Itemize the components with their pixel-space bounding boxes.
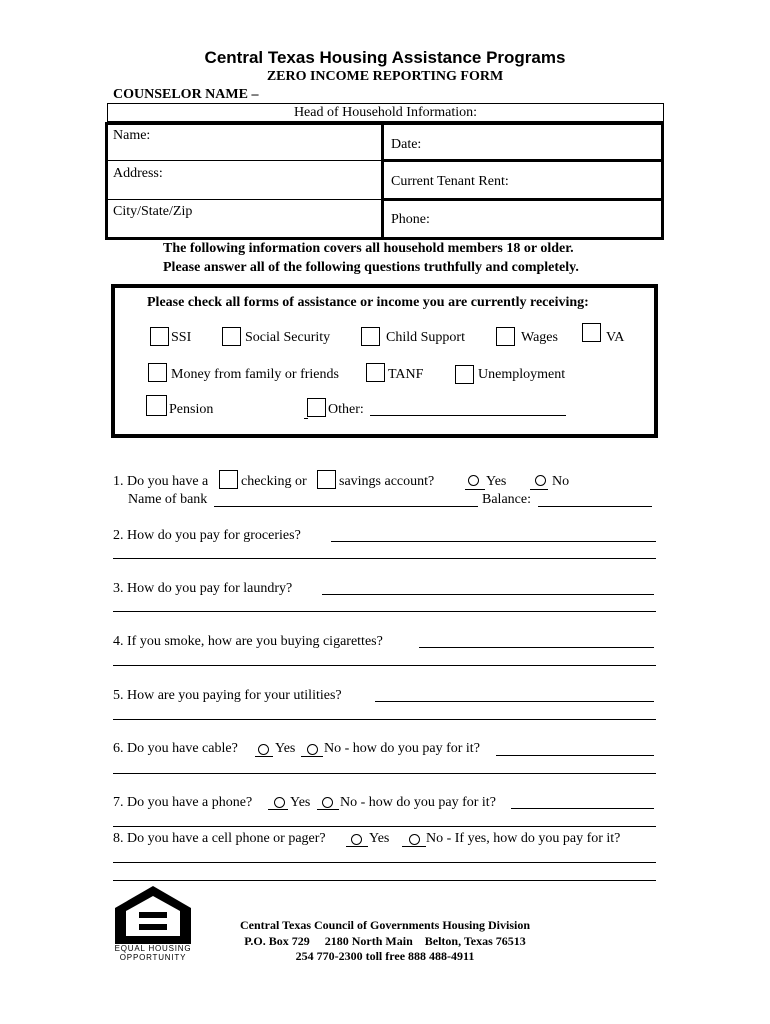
q8-no-underline	[402, 846, 426, 847]
q6-no-label: No - how do you pay for it?	[324, 741, 480, 756]
q7-no-underline	[317, 809, 339, 810]
q1-no-radio[interactable]	[535, 475, 546, 486]
balance-label: Balance:	[482, 492, 531, 507]
footer-phone: 254 770-2300 toll free 888 488-4911	[295, 949, 475, 963]
q8-input-line-2[interactable]	[113, 880, 656, 881]
checkbox-money-family[interactable]	[148, 363, 167, 382]
q8-no-label: No - If yes, how do you pay for it?	[426, 831, 621, 846]
q7-yes-underline	[268, 809, 288, 810]
q7-yes-label: Yes	[290, 795, 311, 810]
checkbox-child-support[interactable]	[361, 327, 380, 346]
q1-text: 1. Do you have a	[113, 474, 209, 489]
q1-yes-label: Yes	[486, 474, 507, 489]
q1-yes-underline	[465, 489, 485, 490]
form-subtitle: ZERO INCOME REPORTING FORM	[266, 69, 504, 84]
table-rule	[381, 159, 664, 162]
bank-name-input[interactable]	[214, 506, 478, 507]
household-heading-box	[107, 103, 664, 122]
checkbox-tanf[interactable]	[366, 363, 385, 382]
q8-yes-underline	[346, 846, 368, 847]
house-icon	[113, 884, 193, 946]
checkbox-social-security[interactable]	[222, 327, 241, 346]
option-label-wages: Wages	[521, 330, 558, 345]
checkbox-pension[interactable]	[146, 395, 167, 416]
option-label-ssi: SSI	[171, 330, 192, 345]
q6-yes-radio[interactable]	[258, 744, 269, 755]
table-rule	[381, 198, 664, 201]
instruction-line-1: The following information covers all household members 18 or older.	[163, 241, 574, 256]
table-divider	[381, 122, 384, 240]
q6-no-underline	[301, 756, 323, 757]
date-field[interactable]: Date:	[391, 137, 422, 152]
q7-no-label: No - how do you pay for it?	[340, 795, 496, 810]
q4-text: 4. If you smoke, how are you buying cigarettes?	[113, 634, 383, 649]
logo-text-line-1: EQUAL HOUSING	[114, 944, 192, 953]
other-input-line[interactable]	[370, 415, 566, 416]
q2-input-line[interactable]	[331, 541, 656, 542]
q7-input-line-2[interactable]	[113, 826, 656, 827]
q5-text: 5. How are you paying for your utilities?	[113, 688, 342, 703]
q7-yes-radio[interactable]	[274, 797, 285, 808]
rent-field[interactable]: Current Tenant Rent:	[391, 174, 509, 189]
assistance-heading: Please check all forms of assistance or income you are currently receiving:	[147, 295, 589, 310]
footer-address: P.O. Box 729 2180 North Main Belton, Texas 76513	[244, 934, 526, 948]
household-heading: Head of Household Information:	[293, 105, 478, 120]
bank-name-label: Name of bank	[128, 492, 208, 507]
q7-text: 7. Do you have a phone?	[113, 795, 253, 810]
q1-no-label: No	[552, 474, 570, 489]
checkbox-ssi[interactable]	[150, 327, 169, 346]
phone-field[interactable]: Phone:	[391, 212, 430, 227]
q2-text: 2. How do you pay for groceries?	[113, 528, 301, 543]
household-info-table	[105, 122, 664, 240]
q6-yes-underline	[255, 756, 273, 757]
q8-no-radio[interactable]	[409, 834, 420, 845]
instruction-line-2: Please answer all of the following questions truthfully and completely.	[163, 260, 579, 275]
city-state-zip-field[interactable]: City/State/Zip	[113, 204, 193, 219]
q6-input-line[interactable]	[496, 755, 654, 756]
counselor-name-label: COUNSELOR NAME –	[113, 87, 259, 102]
address-field[interactable]: Address:	[113, 166, 163, 181]
equal-housing-logo	[113, 884, 193, 964]
checkbox-unemployment[interactable]	[455, 365, 474, 384]
checkbox-other[interactable]	[307, 398, 326, 417]
q2-input-line-2[interactable]	[113, 558, 656, 559]
name-field[interactable]: Name:	[113, 128, 151, 143]
q3-text: 3. How do you pay for laundry?	[113, 581, 293, 596]
q6-input-line-2[interactable]	[113, 773, 656, 774]
q6-no-radio[interactable]	[307, 744, 318, 755]
q5-input-line[interactable]	[375, 701, 654, 702]
q1-savings-label: savings account?	[339, 474, 435, 489]
checkbox-savings[interactable]	[317, 470, 336, 489]
q6-text: 6. Do you have cable?	[113, 741, 238, 756]
q3-input-line-2[interactable]	[113, 611, 656, 612]
q3-input-line[interactable]	[322, 594, 654, 595]
q7-no-radio[interactable]	[322, 797, 333, 808]
option-label-money-family: Money from family or friends	[171, 367, 339, 382]
q5-input-line-2[interactable]	[113, 719, 656, 720]
q8-yes-radio[interactable]	[351, 834, 362, 845]
option-label-other: Other:	[328, 402, 364, 417]
q8-input-line[interactable]	[113, 862, 656, 863]
option-label-unemployment: Unemployment	[478, 367, 566, 382]
other-underscore	[304, 418, 308, 419]
table-rule	[107, 160, 381, 161]
q6-yes-label: Yes	[275, 741, 296, 756]
q4-input-line-2[interactable]	[113, 665, 656, 666]
form-title: Central Texas Housing Assistance Programs	[204, 48, 566, 67]
q8-yes-label: Yes	[369, 831, 390, 846]
q7-input-line[interactable]	[511, 808, 654, 809]
option-label-va: VA	[606, 330, 625, 345]
option-label-child-support: Child Support	[386, 330, 465, 345]
option-label-pension: Pension	[169, 402, 214, 417]
q4-input-line[interactable]	[419, 647, 654, 648]
option-label-social-security: Social Security	[245, 330, 331, 345]
footer-org: Central Texas Council of Governments Housing Division	[239, 918, 531, 932]
checkbox-wages[interactable]	[496, 327, 515, 346]
option-label-tanf: TANF	[388, 367, 424, 382]
q1-yes-radio[interactable]	[468, 475, 479, 486]
checkbox-va[interactable]	[582, 323, 601, 342]
q1-no-underline	[530, 489, 548, 490]
balance-input[interactable]	[538, 506, 652, 507]
q1-checking-label: checking or	[241, 474, 307, 489]
table-rule	[107, 199, 381, 200]
checkbox-checking[interactable]	[219, 470, 238, 489]
logo-text-line-2: OPPORTUNITY	[119, 953, 187, 962]
q8-text: 8. Do you have a cell phone or pager?	[113, 831, 326, 846]
